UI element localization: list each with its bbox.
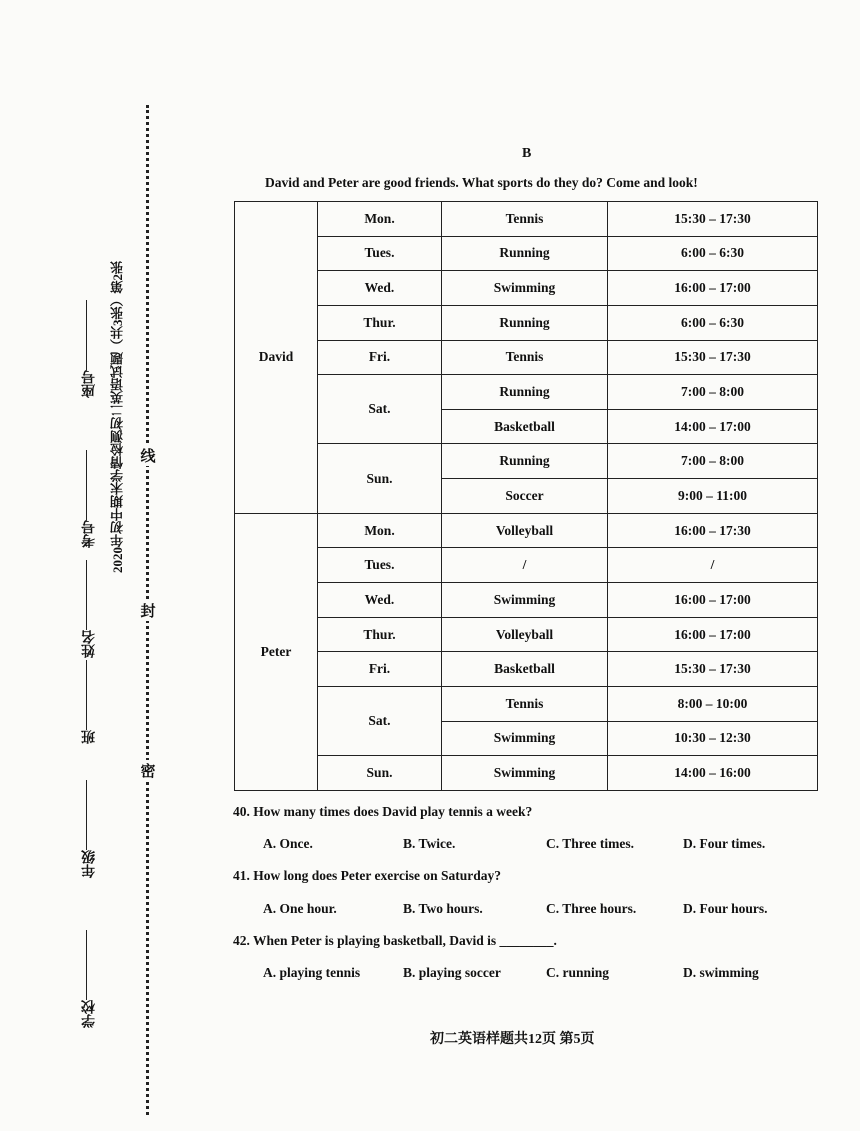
time-cell: 15:30 – 17:30 xyxy=(608,202,818,237)
day-cell: Tues. xyxy=(318,548,442,583)
class-underline xyxy=(86,660,87,730)
sport-cell: Volleyball xyxy=(442,513,608,548)
school-field[interactable] xyxy=(80,930,100,1028)
page-footer: 初二英语样题共12页 第5页 xyxy=(430,1032,595,1047)
question-42-option-a[interactable]: A. playing tennis xyxy=(263,965,361,980)
school-underline xyxy=(86,930,87,1000)
sports-schedule-table xyxy=(234,201,818,791)
table-row xyxy=(235,513,818,548)
question-40-option-d[interactable]: D. Four times. xyxy=(683,836,766,851)
exam-no-field[interactable] xyxy=(80,450,100,548)
seat-label: 座号 xyxy=(82,370,97,398)
question-41-option-a[interactable]: A. One hour. xyxy=(263,901,337,916)
time-cell: 7:00 – 8:00 xyxy=(608,444,818,479)
question-40-option-a[interactable]: A. Once. xyxy=(263,836,313,851)
exam-no-underline xyxy=(86,450,87,520)
table-row xyxy=(235,652,818,687)
table-row xyxy=(235,236,818,271)
question-42-option-b[interactable]: B. playing soccer xyxy=(403,965,501,980)
day-cell: Mon. xyxy=(318,202,442,237)
name-field[interactable] xyxy=(80,560,100,658)
sport-cell: Basketball xyxy=(442,652,608,687)
question-42-option-d[interactable]: D. swimming xyxy=(683,965,759,980)
time-cell: 7:00 – 8:00 xyxy=(608,375,818,410)
day-cell: Tues. xyxy=(318,236,442,271)
table-row xyxy=(235,271,818,306)
sport-cell: / xyxy=(442,548,608,583)
day-cell: Mon. xyxy=(318,513,442,548)
day-cell: Sun. xyxy=(318,444,442,513)
table-row xyxy=(235,444,818,479)
sport-cell: Swimming xyxy=(442,756,608,791)
time-cell: 6:00 – 6:30 xyxy=(608,305,818,340)
sport-cell: Swimming xyxy=(442,721,608,756)
question-41-option-b[interactable]: B. Two hours. xyxy=(403,901,483,916)
sport-cell: Tennis xyxy=(442,686,608,721)
grade-label: 年级 xyxy=(82,850,97,878)
question-40-option-b[interactable]: B. Twice. xyxy=(403,836,456,851)
sport-cell: Running xyxy=(442,236,608,271)
day-cell: Fri. xyxy=(318,340,442,375)
exam-no-label: 考号 xyxy=(82,520,97,548)
name-underline xyxy=(86,560,87,630)
day-cell: Wed. xyxy=(318,583,442,618)
table-row xyxy=(235,305,818,340)
time-cell: 10:30 – 12:30 xyxy=(608,721,818,756)
time-cell: 16:00 – 17:30 xyxy=(608,513,818,548)
school-label: 学校 xyxy=(82,1000,97,1028)
cut-mark-secret: 密 xyxy=(140,760,156,781)
table-row xyxy=(235,617,818,652)
sport-cell: Running xyxy=(442,305,608,340)
day-cell: Wed. xyxy=(318,271,442,306)
day-cell: Fri. xyxy=(318,652,442,687)
grade-underline xyxy=(86,780,87,850)
table-row xyxy=(235,375,818,410)
sport-cell: Soccer xyxy=(442,479,608,514)
day-cell: Thur. xyxy=(318,305,442,340)
seat-underline xyxy=(86,300,87,370)
day-cell: Sat. xyxy=(318,375,442,444)
person-cell: Peter xyxy=(235,513,318,790)
question-41-option-c[interactable]: C. Three hours. xyxy=(546,901,637,916)
question-40-stem: 40. How many times does David play tennis a week? xyxy=(233,804,533,819)
exam-title-vertical: 2020年初中期末学情检测初二英语试题（共3张）第2张 xyxy=(110,261,125,573)
sport-cell: Running xyxy=(442,444,608,479)
time-cell: 16:00 – 17:00 xyxy=(608,271,818,306)
question-41-option-d[interactable]: D. Four hours. xyxy=(683,901,768,916)
sport-cell: Tennis xyxy=(442,340,608,375)
sport-cell: Running xyxy=(442,375,608,410)
table-row xyxy=(235,756,818,791)
question-42-stem: 42. When Peter is playing basketball, David is ________. xyxy=(233,933,557,948)
cut-mark-seal: 封 xyxy=(140,600,156,621)
table-row xyxy=(235,548,818,583)
sport-cell: Tennis xyxy=(442,202,608,237)
time-cell: / xyxy=(608,548,818,583)
day-cell: Sun. xyxy=(318,756,442,791)
time-cell: 6:00 – 6:30 xyxy=(608,236,818,271)
seat-field[interactable] xyxy=(80,300,100,398)
class-field[interactable] xyxy=(80,660,100,744)
time-cell: 14:00 – 17:00 xyxy=(608,409,818,444)
question-42-option-c[interactable]: C. running xyxy=(546,965,610,980)
time-cell: 15:30 – 17:30 xyxy=(608,652,818,687)
time-cell: 8:00 – 10:00 xyxy=(608,686,818,721)
time-cell: 16:00 – 17:00 xyxy=(608,583,818,618)
section-intro: David and Peter are good friends. What sports do they do? Come and look! xyxy=(265,175,698,190)
sport-cell: Basketball xyxy=(442,409,608,444)
table-row xyxy=(235,686,818,721)
table-row xyxy=(235,202,818,237)
person-cell: David xyxy=(235,202,318,514)
question-40-option-c[interactable]: C. Three times. xyxy=(546,836,634,851)
cut-mark-line: 线 xyxy=(140,445,156,466)
day-cell: Sat. xyxy=(318,686,442,755)
sport-cell: Volleyball xyxy=(442,617,608,652)
section-letter: B xyxy=(522,146,532,161)
time-cell: 15:30 – 17:30 xyxy=(608,340,818,375)
time-cell: 9:00 – 11:00 xyxy=(608,479,818,514)
table-row xyxy=(235,583,818,618)
sport-cell: Swimming xyxy=(442,271,608,306)
name-label: 姓名 xyxy=(82,630,97,658)
day-cell: Thur. xyxy=(318,617,442,652)
time-cell: 16:00 – 17:00 xyxy=(608,617,818,652)
sport-cell: Swimming xyxy=(442,583,608,618)
question-41-stem: 41. How long does Peter exercise on Saturday? xyxy=(233,868,501,883)
table-row xyxy=(235,340,818,375)
time-cell: 14:00 – 16:00 xyxy=(608,756,818,791)
grade-field[interactable] xyxy=(80,780,100,878)
class-label: 班 xyxy=(82,730,97,744)
